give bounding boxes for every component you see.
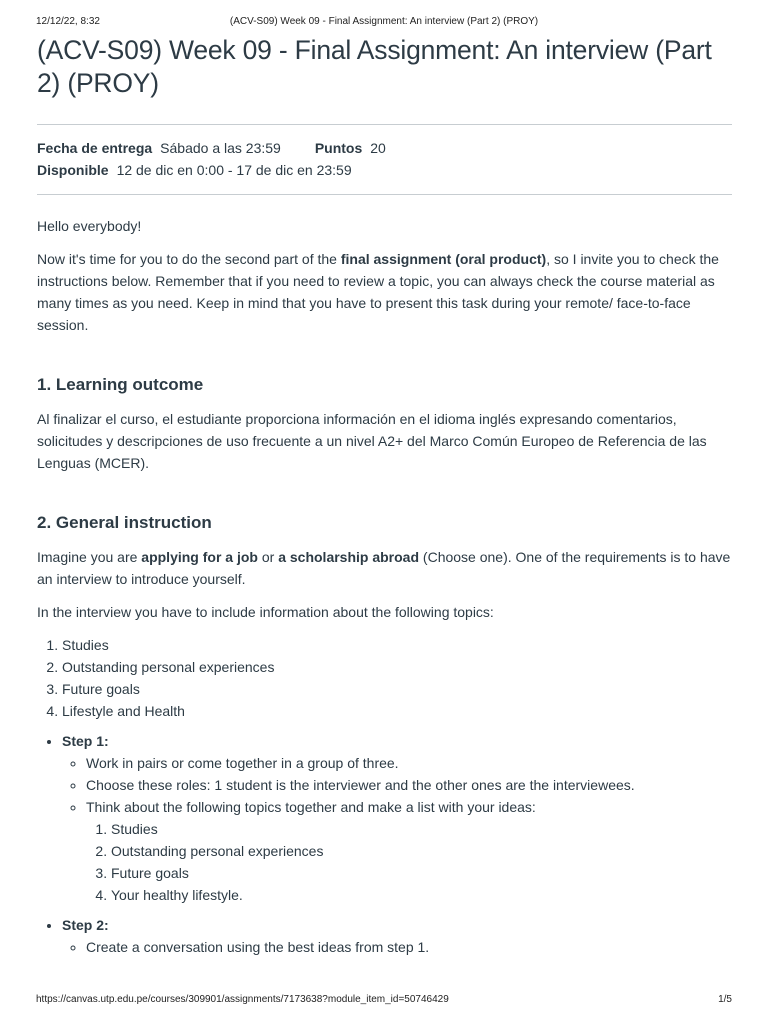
print-page-number: 1/5 <box>718 994 732 1005</box>
steps-list <box>37 730 732 958</box>
list-item: 4. Your healthy lifestyle. <box>111 884 732 906</box>
job-emphasis: applying for a job <box>141 549 258 565</box>
print-url: https://canvas.utp.edu.pe/courses/309901/assignments/7173638?module_item_id=50746429 <box>36 994 449 1005</box>
details-row-1 <box>37 137 732 159</box>
assignment-details <box>37 125 732 194</box>
due-label: Fecha de entrega <box>37 140 153 156</box>
list-item: ◦ Think about the following topics together and make a list with your ideas: 1. Studies 2. Outstanding personal experiences 3. Future goals 4. Your healthy lifestyle. <box>86 796 732 906</box>
step-1-items <box>62 752 732 906</box>
available-value: 12 de dic en 0:00 - 17 de dic en 23:59 <box>116 162 352 178</box>
section-heading-learning-outcome: 1. Learning outcome <box>37 375 204 394</box>
list-item: 4. Lifestyle and Health <box>62 700 732 722</box>
scholarship-emphasis: a scholarship abroad <box>278 549 420 565</box>
list-item: ◦ Work in pairs or come together in a group of three. <box>86 752 732 774</box>
topics-intro: In the interview you have to include information about the following topics: <box>37 604 494 620</box>
assignment-description <box>37 195 732 958</box>
list-item: 2. Outstanding personal experiences <box>62 656 732 678</box>
print-doc-title: (ACV-S09) Week 09 - Final Assignment: An interview (Part 2) (PROY) <box>229 16 539 27</box>
due-value: Sábado a las 23:59 <box>160 140 281 156</box>
step-1-topics <box>86 818 732 906</box>
print-datetime: 12/12/22, 8:32 <box>36 16 100 27</box>
step-2-items <box>62 936 732 958</box>
list-item: 2. Outstanding personal experiences <box>111 840 732 862</box>
list-item: ◦ Create a conversation using the best ideas from step 1. <box>86 936 732 958</box>
greeting: Hello everybody! <box>37 218 142 234</box>
available-label: Disponible <box>37 162 109 178</box>
print-footer <box>36 994 732 1008</box>
assignment-content <box>37 34 732 966</box>
list-item: 1. Studies <box>62 634 732 656</box>
step-1 <box>62 730 732 906</box>
list-item: ◦ Choose these roles: 1 student is the interviewer and the other ones are the interviewees. <box>86 774 732 796</box>
print-header <box>36 16 732 30</box>
topics-list <box>37 634 732 722</box>
list-item: 3. Future goals <box>62 678 732 700</box>
step-2-label: Step 2: <box>62 917 109 933</box>
list-item: 1. Studies <box>111 818 732 840</box>
page-title: (ACV-S09) Week 09 - Final Assignment: An interview (Part 2) (PROY) <box>37 35 712 98</box>
section-heading-general-instruction: 2. General instruction <box>37 513 212 532</box>
intro-emphasis: final assignment (oral product) <box>340 251 547 267</box>
points-value: 20 <box>370 140 386 156</box>
learning-outcome-text: Al finalizar el curso, el estudiante proporciona información en el idioma inglés expresando comentarios, solicitudes y descripciones de uso frecuente a un nivel A2+ del Marco Común Europeo de Referencia de las Lenguas (MCER). <box>37 411 707 471</box>
points-label: Puntos <box>314 140 363 156</box>
intro-paragraph: Now it's time for you to do the second part of the final assignment (oral product), so I invite you to check the instructions below. Remember that if you need to review a topic, you can always check the course material as many times as you need. Keep in mind that you have to present this task during your remote/ face-to-face session. <box>37 251 719 333</box>
details-row-2 <box>37 159 732 181</box>
step-2 <box>62 914 732 958</box>
imagine-paragraph: Imagine you are applying for a job or a scholarship abroad (Choose one). One of the requirements is to have an interview to introduce yourself. <box>37 549 731 587</box>
step-1-label: Step 1: <box>62 733 109 749</box>
list-item: 3. Future goals <box>111 862 732 884</box>
